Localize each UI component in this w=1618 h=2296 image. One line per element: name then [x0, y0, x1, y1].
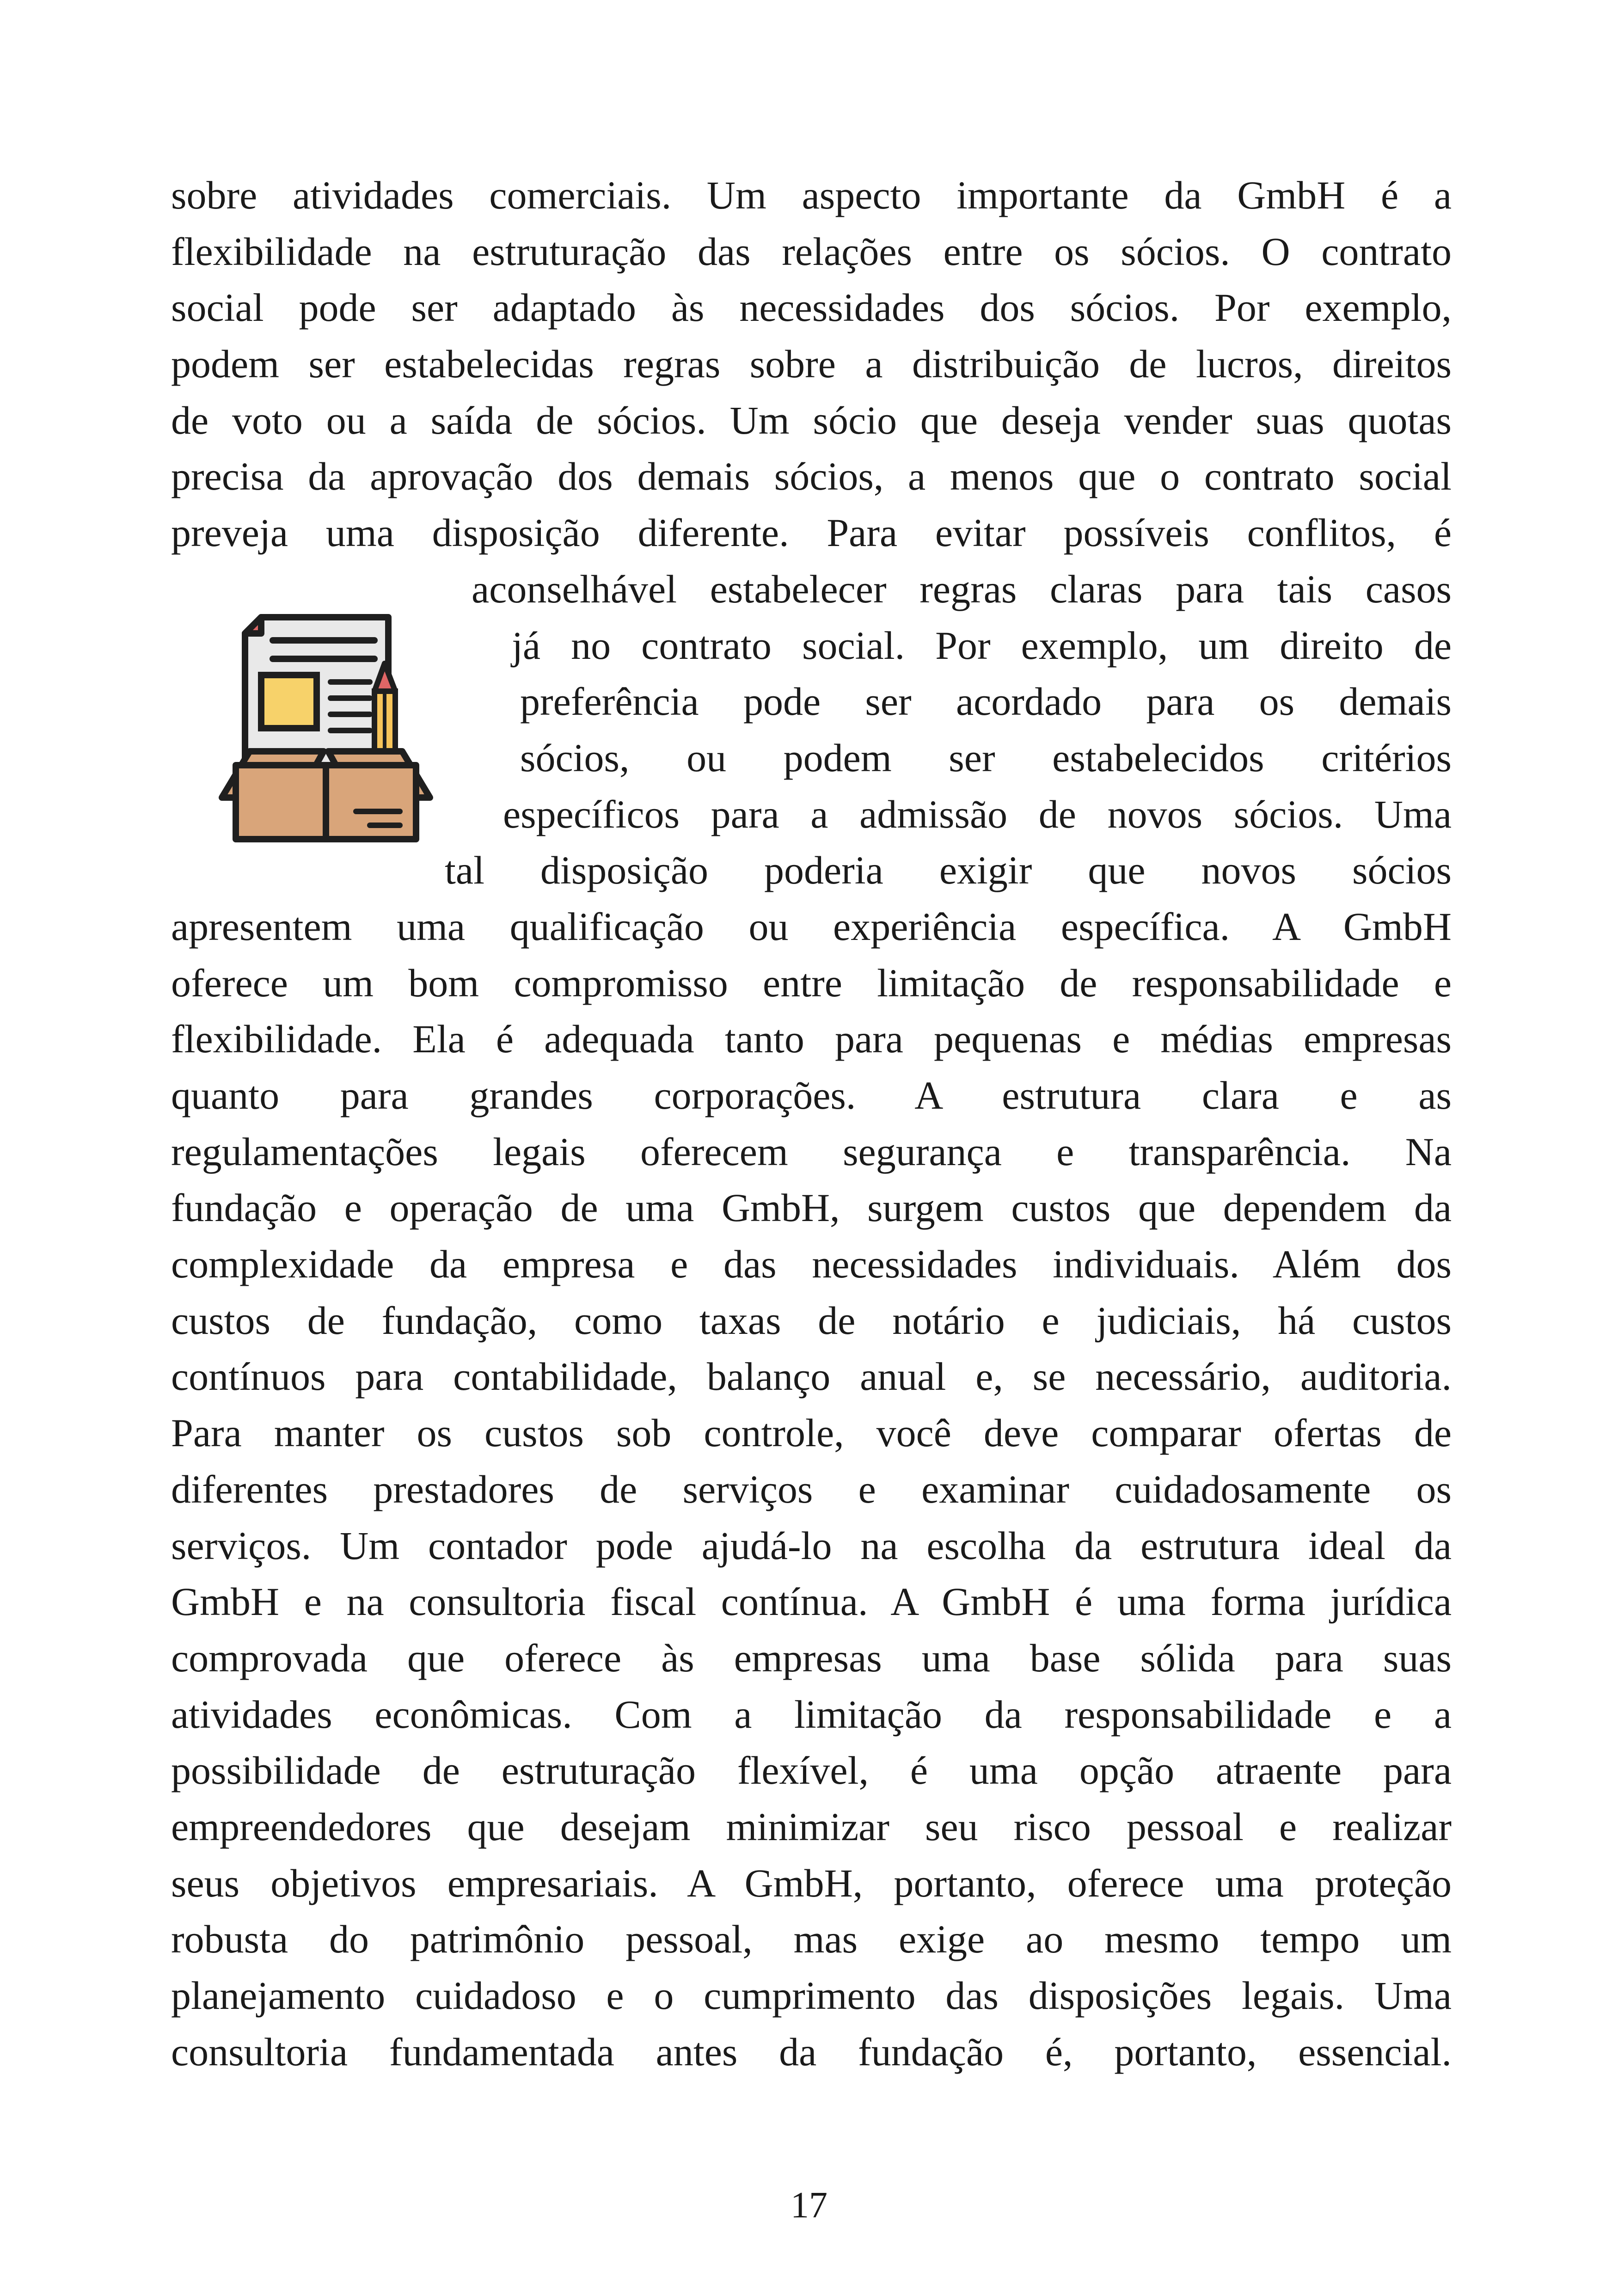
text-line: podem ser estabelecidas regras sobre a distribuição de lucros, direitos	[171, 342, 1452, 387]
text-line: preveja uma disposição diferente. Para evitar possíveis conflitos, é	[171, 510, 1452, 555]
page-number: 17	[791, 2185, 827, 2226]
document-box-pencil-icon	[217, 613, 435, 844]
text-line: GmbH e na consultoria fiscal contínua. A GmbH é uma forma jurídica	[171, 1579, 1452, 1624]
text-line: robusta do patrimônio pessoal, mas exige ao mesmo tempo um	[171, 1917, 1452, 1962]
text-line: possibilidade de estruturação flexível, é uma opção atraente para	[171, 1748, 1452, 1793]
text-line: consultoria fundamentada antes da fundação é, portanto, essencial.	[171, 2029, 1452, 2074]
text-line: preferência pode ser acordado para os demais	[520, 679, 1452, 724]
text-line: flexibilidade. Ela é adequada tanto para pequenas e médias empresas	[171, 1017, 1452, 1062]
text-line: aconselhável estabelecer regras claras para tais casos	[472, 566, 1452, 611]
text-line: de voto ou a saída de sócios. Um sócio que deseja vender suas quotas	[171, 398, 1452, 442]
text-line: tal disposição poderia exigir que novos sócios	[445, 848, 1452, 893]
text-line: social pode ser adaptado às necessidades dos sócios. Por exemplo,	[171, 285, 1452, 330]
text-line: contínuos para contabilidade, balanço anual e, se necessário, auditoria.	[171, 1354, 1452, 1399]
text-line: oferece um bom compromisso entre limitação de responsabilidade e	[171, 960, 1452, 1005]
text-line: diferentes prestadores de serviços e examinar cuidadosamente os	[171, 1467, 1452, 1511]
text-line: apresentem uma qualificação ou experiência específica. A GmbH	[171, 904, 1452, 949]
text-line: seus objetivos empresariais. A GmbH, portanto, oferece uma proteção	[171, 1860, 1452, 1905]
body-text	[171, 167, 1452, 2080]
text-line: flexibilidade na estruturação das relações entre os sócios. O contrato	[171, 229, 1452, 274]
text-line: complexidade da empresa e das necessidades individuais. Além dos	[171, 1242, 1452, 1287]
text-line: comprovada que oferece às empresas uma base sólida para suas	[171, 1635, 1452, 1680]
text-line: sócios, ou podem ser estabelecidos critérios	[520, 735, 1452, 780]
text-line: sobre atividades comerciais. Um aspecto importante da GmbH é a	[171, 173, 1452, 217]
text-line: planejamento cuidadoso e o cumprimento das disposições legais. Uma	[171, 1973, 1452, 2018]
text-line: quanto para grandes corporações. A estrutura clara e as	[171, 1073, 1452, 1117]
text-line: já no contrato social. Por exemplo, um direito de	[512, 623, 1452, 668]
text-line: Para manter os custos sob controle, você deve comparar ofertas de	[171, 1411, 1452, 1455]
text-line: serviços. Um contador pode ajudá-lo na escolha da estrutura ideal da	[171, 1523, 1452, 1568]
text-line: específicos para a admissão de novos sócios. Uma	[503, 792, 1452, 836]
text-line: atividades econômicas. Com a limitação da responsabilidade e a	[171, 1692, 1452, 1737]
text-line: empreendedores que desejam minimizar seu risco pessoal e realizar	[171, 1804, 1452, 1849]
text-line: custos de fundação, como taxas de notário e judiciais, há custos	[171, 1298, 1452, 1343]
text-line: regulamentações legais oferecem segurança e transparência. Na	[171, 1129, 1452, 1174]
text-line: fundação e operação de uma GmbH, surgem custos que dependem da	[171, 1185, 1452, 1230]
text-line: precisa da aprovação dos demais sócios, a menos que o contrato social	[171, 454, 1452, 499]
